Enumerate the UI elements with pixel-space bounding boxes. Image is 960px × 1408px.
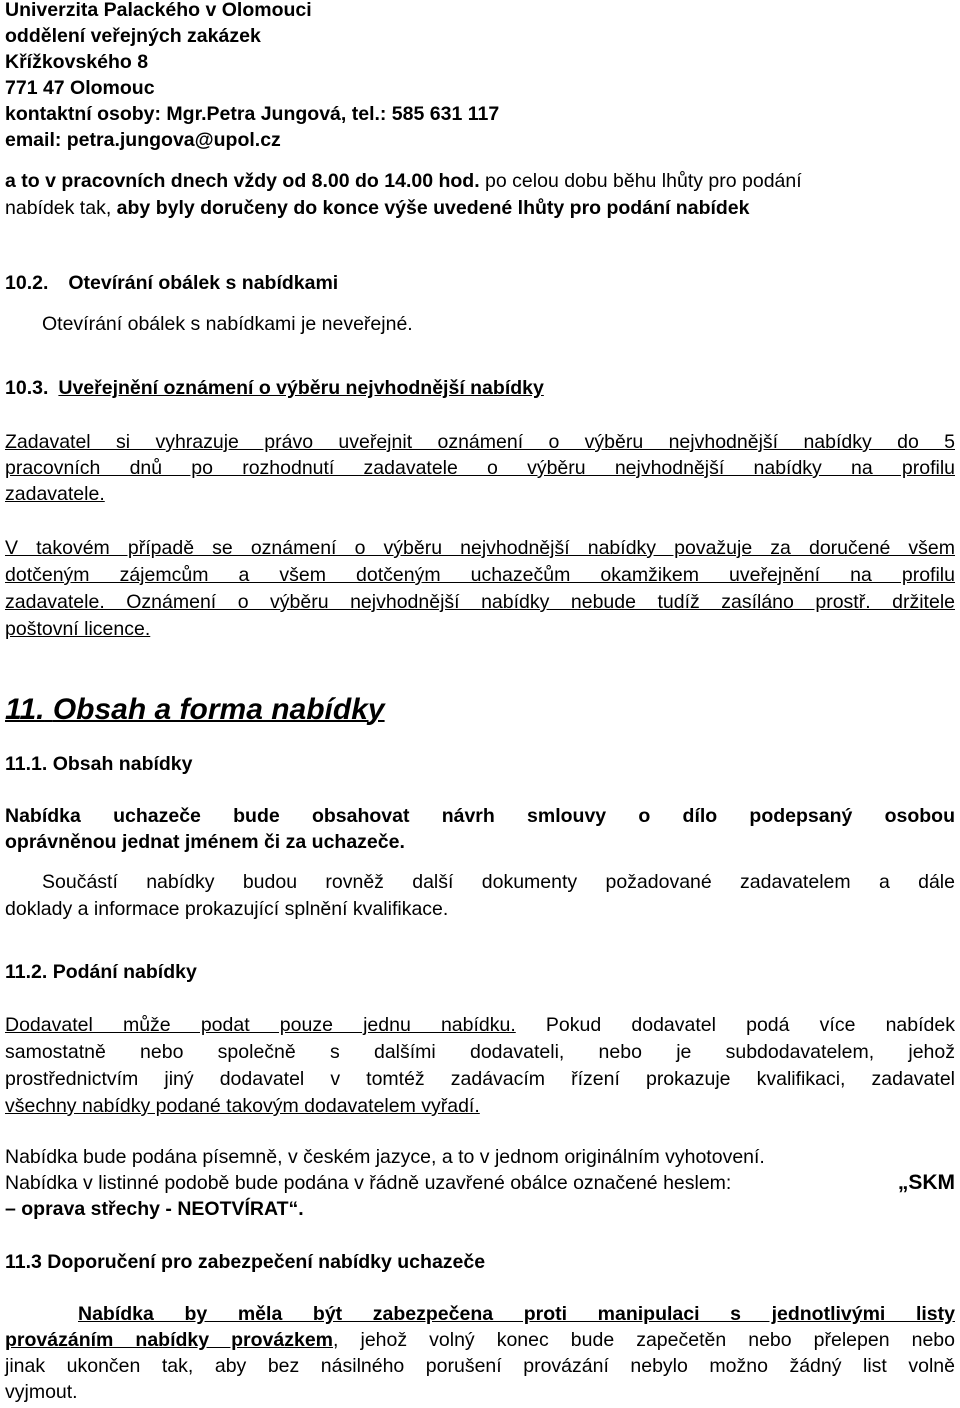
paragraph-line: zadavatele. [5, 483, 105, 505]
sentence: Pokud dodavatel podá více nabídek [515, 1014, 955, 1036]
password-label-end: – oprava střechy - NEOTVÍRAT“. [5, 1198, 304, 1220]
section-title: Otevírání obálek s nabídkami [68, 272, 339, 294]
paragraph-line: dotčeným zájemcům a všem dotčeným uchazečům okamžikem uveřejnění na profilu [5, 564, 955, 586]
paragraph-line [5, 1327, 955, 1353]
section-10-2-text: Otevírání obálek s nabídkami je neveřejné. [42, 313, 413, 335]
header-line-city: 771 47 Olomouc [5, 77, 155, 99]
section-number: 11. [5, 693, 45, 726]
section-10-3-heading [5, 375, 544, 401]
hours-line-1 [5, 168, 802, 194]
section-title: Uveřejnění oznámení o výběru nejvhodnější nabídky [58, 377, 544, 399]
hours-normal: po celou dobu běhu lhůty pro podání [479, 170, 802, 192]
paragraph-line: zadavatele. Oznámení o výběru nejvhodnější nabídky nebude tudíž zasíláno prostř. držitele [5, 591, 955, 613]
section-11-2-heading: 11.2. Podání nabídky [5, 961, 197, 983]
section-number: 10.2. [5, 272, 49, 294]
hours-bold: a to v pracovních dnech vždy od 8.00 do 14.00 hod. [5, 170, 480, 192]
header-line-email: email: petra.jungova@upol.cz [5, 129, 281, 151]
hours-line-2 [5, 195, 750, 221]
section-10-2-heading [5, 270, 338, 296]
section-number: 10.3. [5, 377, 49, 399]
hours-normal-2: nabídek tak, [5, 197, 117, 219]
paragraph-line: doklady a informace prokazující splnění kvalifikace. [5, 898, 449, 920]
paragraph-line-bold: Nabídka uchazeče bude obsahovat návrh smlouvy o dílo podepsaný osobou [5, 805, 955, 827]
paragraph-line: Nabídka bude podána písemně, v českém jazyce, a to v jednom originálním vyhotovení. [5, 1146, 765, 1168]
paragraph-line [5, 1012, 955, 1038]
header-line-university: Univerzita Palackého v Olomouci [5, 0, 312, 21]
paragraph-line [5, 1170, 955, 1196]
paragraph-line: jinak ukončen tak, aby bez násilného porušení provázání nebylo možno žádný list volně [5, 1355, 955, 1377]
bold-underlined-phrase: provázáním nabídky provázkem [5, 1329, 334, 1351]
section-11-heading [5, 692, 385, 728]
paragraph-line: samostatně nebo společně s dalšími dodavateli, nebo je subdodavatelem, jehož [5, 1041, 955, 1063]
header-line-street: Křížkovského 8 [5, 51, 149, 73]
header-line-contact: kontaktní osoby: Mgr.Petra Jungová, tel.: 585 631 117 [5, 103, 500, 125]
hours-bold-2: aby byly doručeny do konce výše uvedené lhůty pro podání nabídek [116, 197, 750, 219]
paragraph-line: pracovních dnů po rozhodnutí zadavatele o výběru nejvhodnější nabídky na profilu [5, 457, 955, 479]
paragraph-line: vyjmout. [5, 1381, 78, 1403]
paragraph-line: Zadavatel si vyhrazuje právo uveřejnit oznámení o výběru nejvhodnější nabídky do 5 [5, 431, 955, 453]
underlined-sentence: Dodavatel může podat pouze jednu nabídku. [5, 1014, 516, 1036]
paragraph-line: všechny nabídky podané takovým dodavatelem vyřadí. [5, 1095, 480, 1117]
sentence: Nabídka v listinné podobě bude podána v řádně uzavřené obálce označené heslem: [5, 1172, 732, 1194]
section-title: Obsah a forma nabídky [52, 693, 385, 726]
section-11-3-heading: 11.3 Doporučení pro zabezpečení nabídky uchazeče [5, 1251, 486, 1273]
password-label: „SKM [897, 1171, 955, 1194]
paragraph-line: V takovém případě se oznámení o výběru nejvhodnější nabídky považuje za doručené všem [5, 537, 955, 559]
paragraph-line: Součástí nabídky budou rovněž další dokumenty požadované zadavatelem a dále [42, 871, 955, 893]
paragraph-line: prostřednictvím jiný dodavatel v tomtéž zadávacím řízení prokazuje kvalifikaci, zadavatel [5, 1068, 955, 1090]
paragraph-line-bold: oprávněnou jednat jménem či za uchazeče. [5, 831, 405, 853]
paragraph-line: poštovní licence. [5, 618, 151, 640]
header-line-department: oddělení veřejných zakázek [5, 25, 261, 47]
section-11-1-heading: 11.1. Obsah nabídky [5, 753, 193, 775]
sentence: , jehož volný konec bude zapečetěn nebo přelepen nebo [333, 1329, 955, 1351]
paragraph-line-bold: Nabídka by měla být zabezpečena proti manipulaci s jednotlivými listy [78, 1303, 955, 1325]
